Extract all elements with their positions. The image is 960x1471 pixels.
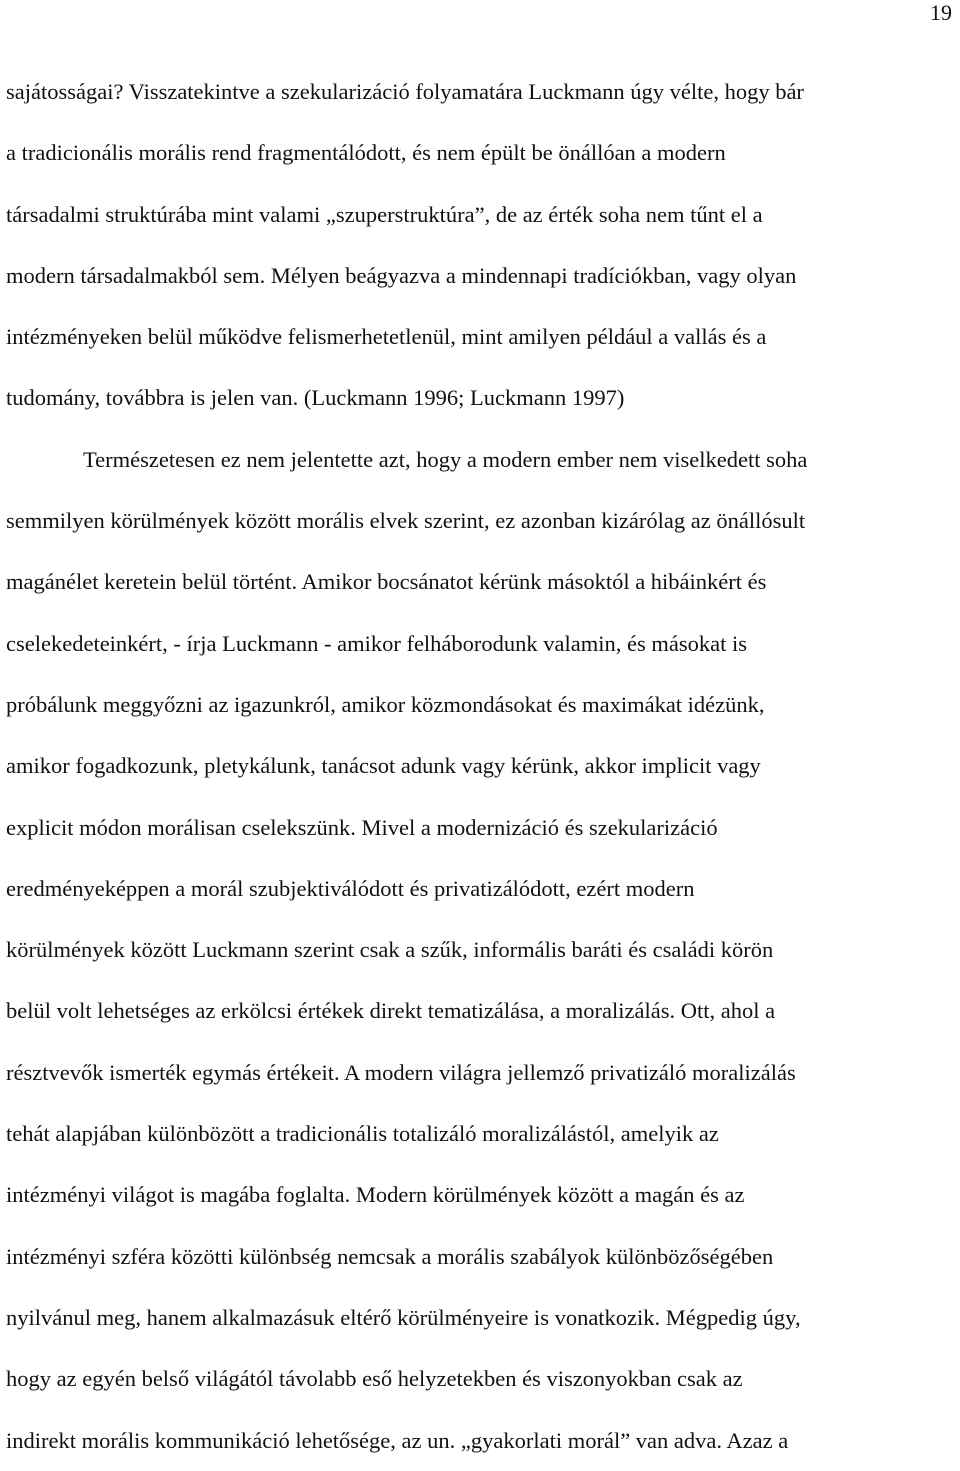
text-line: intézményeken belül működve felismerhetetlenül, mint amilyen például a vallás és a	[6, 324, 767, 350]
text-line: társadalmi struktúrába mint valami „szuperstruktúra”, de az érték soha nem tűnt el a	[6, 201, 763, 227]
text-line: modern társadalmakból sem. Mélyen beágyazva a mindennapi tradíciókban, vagy olyan	[6, 262, 797, 288]
text-line: magánélet keretein belül történt. Amikor bocsánatot kérünk másoktól a hibáinkért és	[6, 569, 767, 595]
text-line: résztvevők ismerték egymás értékeit. A modern világra jellemző privatizáló moralizálás	[6, 1059, 796, 1085]
text-line: intézményi szféra közötti különbség nemcsak a morális szabályok különbözőségében	[6, 1243, 774, 1269]
text-line: belül volt lehetséges az erkölcsi értékek direkt tematizálása, a moralizálás. Ott, ahol a	[6, 998, 776, 1024]
text-line: tehát alapjában különbözött a tradicionális totalizáló moralizálástól, amelyik az	[6, 1121, 719, 1147]
text-line: amikor fogadkozunk, pletykálunk, tanácsot adunk vagy kérünk, akkor implicit vagy	[6, 753, 761, 779]
text-line: intézményi világot is magába foglalta. Modern körülmények között a magán és az	[6, 1182, 745, 1208]
text-line: cselekedeteinkért, - írja Luckmann - amikor felháborodunk valamin, és másokat is	[6, 630, 747, 656]
text-line: hogy az egyén belső világától távolabb eső helyzetekben és viszonyokban csak az	[6, 1366, 743, 1392]
text-line: indirekt morális kommunikáció lehetősége, az un. „gyakorlati morál” van adva. Azaz a	[6, 1427, 789, 1453]
paragraph-first-line: Természetesen ez nem jelentette azt, hogy a modern ember nem viselkedett soha	[83, 446, 808, 472]
text-line: sajátosságai? Visszatekintve a szekularizáció folyamatára Luckmann úgy vélte, hogy bár	[6, 79, 804, 104]
document-body	[6, 61, 956, 1471]
text-line: tudomány, továbbra is jelen van. (Luckmann 1996; Luckmann 1997)	[6, 385, 625, 411]
text-line: eredményeképpen a morál szubjektiválódott és privatizálódott, ezért modern	[6, 875, 695, 901]
text-line: explicit módon morálisan cselekszünk. Mivel a modernizáció és szekularizáció	[6, 814, 718, 840]
text-line: próbálunk meggyőzni az igazunkról, amikor közmondásokat és maximákat idézünk,	[6, 691, 765, 717]
text-line: körülmények között Luckmann szerint csak a szűk, informális baráti és családi körön	[6, 937, 774, 963]
page-number: 19	[930, 0, 952, 25]
text-line: semmilyen körülmények között morális elvek szerint, ez azonban kizárólag az önállósult	[6, 508, 806, 534]
text-line: nyilvánul meg, hanem alkalmazásuk eltérő körülményeire is vonatkozik. Mégpedig úgy,	[6, 1304, 801, 1330]
text-line: a tradicionális morális rend fragmentálódott, és nem épült be önállóan a modern	[6, 140, 726, 166]
